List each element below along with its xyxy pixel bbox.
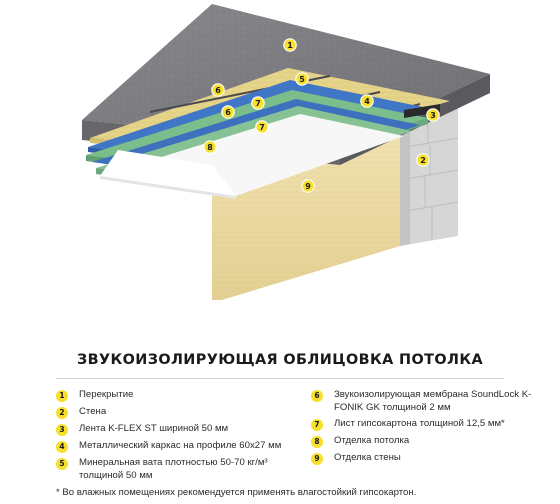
legend-number-badge: 7 [311,419,323,431]
legend-item [311,435,551,448]
callout-number: 8 [207,143,213,152]
callout-number: 9 [305,182,311,191]
callout-c9-wall-finish [302,180,314,192]
legend-number-badge: 1 [56,390,68,402]
legend-number-badge: 8 [311,436,323,448]
callout-c7-drywall-b [256,121,268,133]
legend-right-column [311,389,551,469]
legend-text: Звукоизолирующая мембрана SoundLock K-FONIK GK толщиной 2 мм [334,389,532,413]
legend-number-badge: 5 [56,458,68,470]
legend-item [311,418,551,431]
callout-number: 4 [364,97,370,106]
callout-number: 6 [215,86,221,95]
callout-c2-wall [417,154,429,166]
diagram-title: ЗВУКОИЗОЛИРУЮЩАЯ ОБЛИЦОВКА ПОТОЛКА [76,352,484,368]
callout-number: 5 [299,75,305,84]
legend-item [56,440,306,453]
callout-c7-drywall-a [252,97,264,109]
callout-c3-tape [427,109,439,121]
callout-c6-membrane-a [212,84,224,96]
legend-number-badge: 4 [56,441,68,453]
callout-c5-wool [296,73,308,85]
callout-number: 7 [255,99,261,108]
legend-number-badge: 2 [56,407,68,419]
legend-text: Лист гипсокартона толщиной 12,5 мм* [334,418,505,429]
legend-text: Минеральная вата плотностью 50-70 кг/м³ толщиной 50 мм [79,457,268,481]
legend-text: Отделка потолка [334,435,410,446]
legend-text: Лента K-FLEX ST шириной 50 мм [79,423,229,434]
title-divider [56,378,504,379]
callout-c1-slab [284,39,296,51]
legend-number-badge: 6 [311,390,323,402]
legend-text: Отделка стены [334,452,401,463]
callout-number: 1 [287,41,293,50]
legend-item [56,406,306,419]
legend-item [56,457,306,482]
legend-text: Металлический каркас на профиле 60х27 мм [79,440,282,451]
legend-item [311,389,551,414]
legend-left-column [56,389,306,486]
legend-number-badge: 9 [311,453,323,465]
callout-number: 7 [259,123,265,132]
callout-number: 2 [420,156,426,165]
footnote: * Во влажных помещениях рекомендуется применять влагостойкий гипсокартон. [56,487,417,498]
callout-number: 6 [225,108,231,117]
callout-number: 3 [430,111,436,120]
callout-c6-membrane-b [222,106,234,118]
callout-c8-ceiling [204,141,216,153]
legend-number-badge: 3 [56,424,68,436]
legend-item [311,452,551,465]
legend-item [56,423,306,436]
legend-item [56,389,306,402]
callout-c4-frame [361,95,373,107]
legend-text: Стена [79,406,107,417]
legend-text: Перекрытие [79,389,134,400]
